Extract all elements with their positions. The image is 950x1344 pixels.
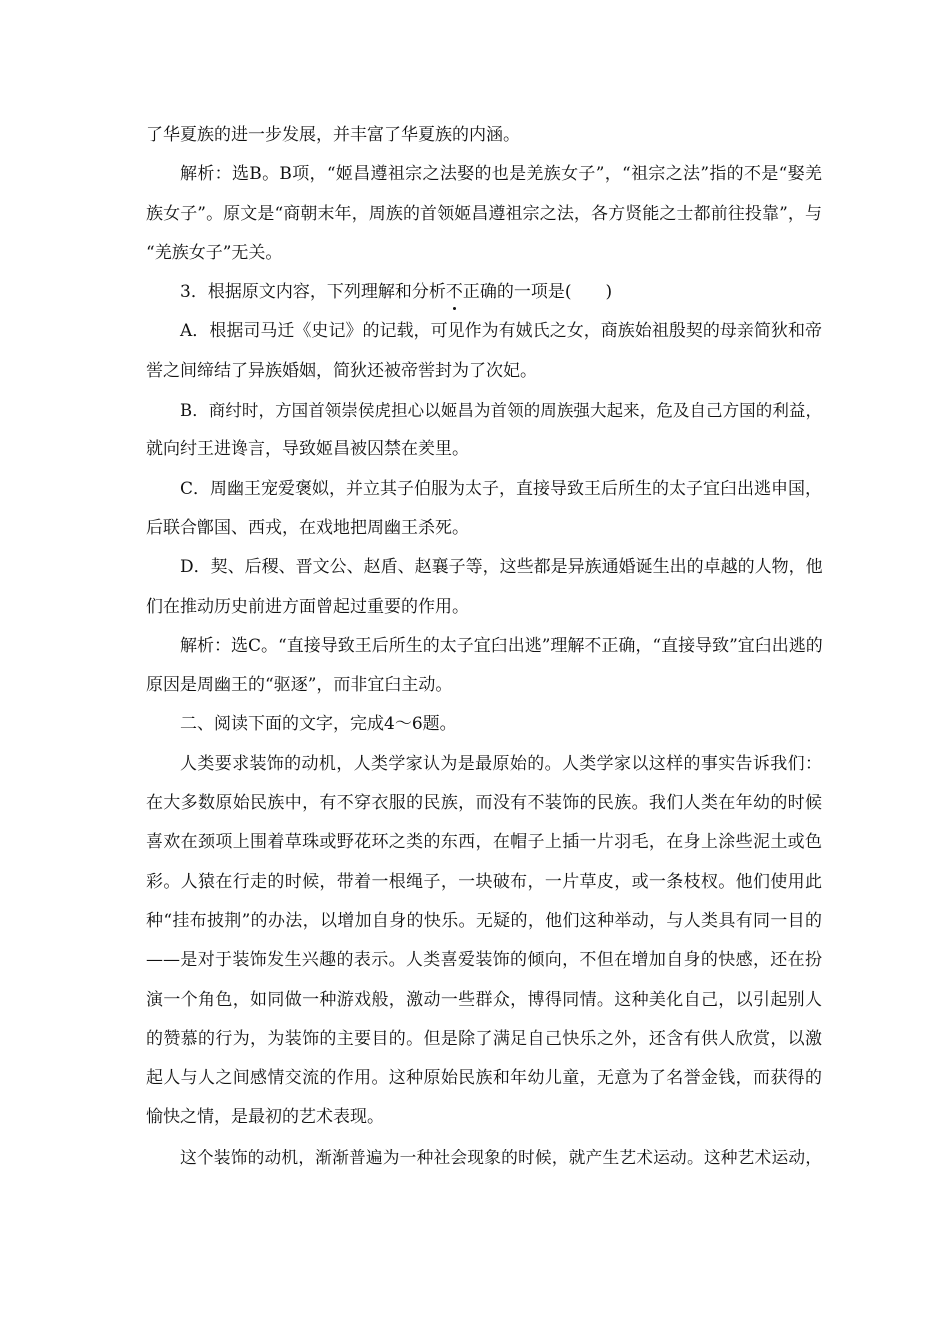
text-line: 族女子”。原文是“商朝末年，周族的首领姬昌遵祖宗之法，各方贤能之士都前往投靠”，与	[146, 203, 822, 224]
question-stem	[146, 273, 822, 312]
emphasis-dot-text: 不	[446, 273, 463, 312]
text-line: 解析：选C。“直接导致王后所生的太子宜臼出逃”理解不正确，“直接导致”宜臼出逃的	[180, 635, 823, 656]
text-line: 愉快之情，是最初的艺术表现。	[146, 1107, 384, 1128]
text-line: C．周幽王宠爱褒姒，并立其子伯服为太子，直接导致王后所生的太子宜臼出逃申国，	[180, 478, 823, 499]
text-line: 原因是周幽王的“驱逐”，而非宜臼主动。	[146, 675, 453, 696]
text-line: 解析：选B。B项，“姬昌遵祖宗之法娶的也是羌族女子”，“祖宗之法”指的不是“娶羌	[180, 164, 822, 185]
text-line: 就向纣王进谗言，导致姬昌被囚禁在羑里。	[146, 439, 469, 460]
option-d	[146, 548, 822, 627]
text-line: 种“挂布披荆”的办法，以增加自身的快乐。无疑的，他们这种举动，与人类具有同一目的	[146, 910, 822, 931]
question-3	[146, 273, 822, 312]
question-stem-after: 的一项是( )	[496, 282, 613, 303]
paragraph-continuation	[146, 116, 822, 155]
question-stem-emphasis-rest: 正确	[462, 282, 497, 303]
section-heading	[146, 705, 822, 744]
text-line: D．契、后稷、晋文公、赵盾、赵襄子等，这些都是异族通婚诞生出的卓越的人物，他	[180, 557, 823, 578]
answer-explanation-2	[146, 155, 822, 273]
text-line: 起人与人之间感情交流的作用。这种原始民族和年幼儿童，无意为了名誉金钱，而获得的	[146, 1068, 822, 1089]
reading-passage-paragraph-2	[146, 1138, 822, 1177]
text-line: 人类要求装饰的动机，人类学家认为是最原始的。人类学家以这样的事实告诉我们：	[180, 753, 822, 774]
option-a	[146, 312, 822, 391]
text-line: 在大多数原始民族中，有不穿衣服的民族，而没有不装饰的民族。我们人类在年幼的时候	[146, 793, 822, 814]
text-line: A．根据司马迁《史记》的记载，可见作为有娀氏之女，商族始祖殷契的母亲简狄和帝	[180, 321, 822, 342]
question-stem-before: 3．根据原文内容，下列理解和分析	[180, 282, 446, 303]
text-line: ——是对于装饰发生兴趣的表示。人类喜爱装饰的倾向，不但在增加自身的快感，还在扮	[146, 950, 822, 971]
text-line: 喜欢在颈项上围着草珠或野花环之类的东西，在帽子上插一片羽毛，在身上涂些泥土或色	[146, 832, 822, 853]
text-line: 二、阅读下面的文字，完成4～6题。	[180, 714, 457, 735]
document-page	[146, 116, 822, 1177]
text-line: 演一个角色，如同做一种游戏般，激动一些群众，博得同情。这种美化自己，以引起别人	[146, 989, 822, 1010]
reading-passage-paragraph-1	[146, 745, 822, 1138]
text-line: 后联合鄫国、西戎，在戏地把周幽王杀死。	[146, 517, 469, 538]
text-line: 了华夏族的进一步发展，并丰富了华夏族的内涵。	[146, 125, 520, 145]
text-line: 这个装饰的动机，渐渐普遍为一种社会现象的时候，就产生艺术运动。这种艺术运动，	[180, 1146, 822, 1167]
option-b	[146, 391, 822, 470]
text-line: 的赞慕的行为，为装饰的主要目的。但是除了满足自己快乐之外，还含有供人欣赏，以激	[146, 1028, 822, 1049]
text-line: 们在推动历史前进方面曾起过重要的作用。	[146, 596, 469, 617]
text-line: B．商纣时，方国首领崇侯虎担心以姬昌为首领的周族强大起来，危及自己方国的利益，	[180, 401, 822, 421]
answer-explanation-3	[146, 627, 822, 706]
text-line: “羌族女子”无关。	[146, 242, 283, 263]
text-line: 喾之间缔结了异族婚姻，简狄还被帝喾封为了次妃。	[146, 360, 537, 381]
text-line: 彩。人猿在行走的时候，带着一根绳子，一块破布，一片草皮，或一条枝杈。他们使用此	[146, 871, 822, 892]
option-c	[146, 470, 822, 549]
